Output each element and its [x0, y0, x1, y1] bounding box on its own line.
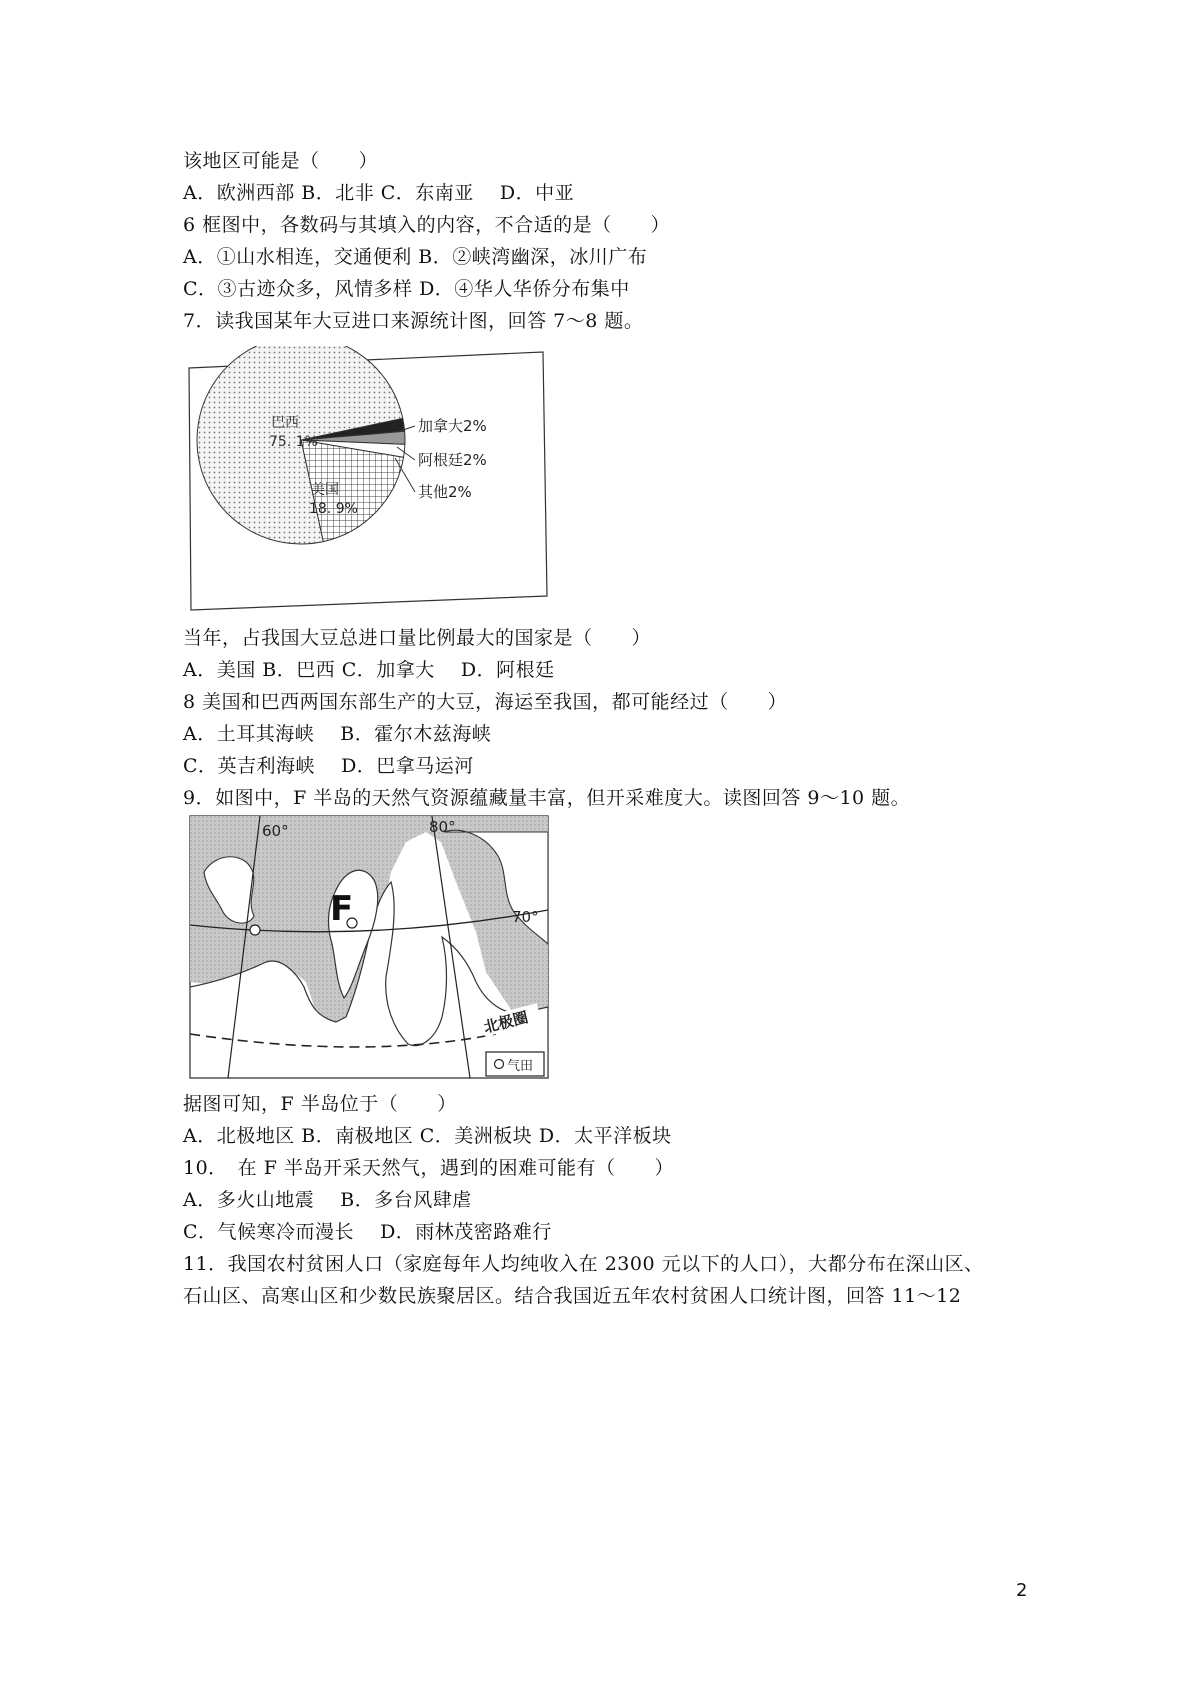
- svg-text:北极圈: 北极圈: [481, 1008, 530, 1037]
- text-line: 当年，占我国大豆总进口量比例最大的国家是（ ）: [183, 627, 652, 649]
- text-line: C．英吉利海峡 D．巴拿马运河: [183, 755, 474, 777]
- gas-field-marker: [250, 925, 260, 935]
- text-line: A．土耳其海峡 B．霍尔木兹海峡: [183, 723, 492, 745]
- slice-value-usa: 18. 9%: [309, 501, 358, 517]
- text-line: C．③古迹众多，风情多样 D．④华人华侨分布集中: [183, 278, 630, 300]
- text-line: 7．读我国某年大豆进口来源统计图，回答 7～8 题。: [183, 310, 644, 332]
- soybean-import-pie-chart: [183, 346, 553, 616]
- text-line: A．美国 B．巴西 C．加拿大 D．阿根廷: [183, 659, 555, 681]
- text-line: 11．我国农村贫困人口（家庭每年人均纯收入在 2300 元以下的人口），大都分布在深山区、: [183, 1253, 984, 1275]
- text-line: 9．如图中，F 半岛的天然气资源蕴藏量丰富，但开采难度大。读图回答 9～10 题。: [183, 787, 911, 809]
- map-legend: [486, 1052, 544, 1076]
- longitude-label-80: 80°: [429, 818, 456, 836]
- text-line: 6 框图中，各数码与其填入的内容，不合适的是（ ）: [183, 214, 671, 236]
- page-number: 2: [1016, 1580, 1028, 1601]
- text-line: 据图可知，F 半岛位于（ ）: [183, 1093, 457, 1115]
- longitude-label-60: 60°: [262, 822, 289, 840]
- slice-callout-argentina: 阿根廷2%: [418, 451, 487, 469]
- latitude-label-70: 70°: [512, 908, 539, 926]
- text-line: 该地区可能是（ ）: [183, 150, 379, 172]
- gas-field-legend-icon: [495, 1060, 504, 1069]
- slice-callout-canada: 加拿大2%: [418, 417, 487, 435]
- text-line: 8 美国和巴西两国东部生产的大豆，海运至我国，都可能经过（ ）: [183, 691, 788, 713]
- text-line: 10． 在 F 半岛开采天然气，遇到的困难可能有（ ）: [183, 1157, 674, 1179]
- slice-callout-other: 其他2%: [418, 483, 472, 501]
- text-line: A．多火山地震 B．多台风肆虐: [183, 1189, 472, 1211]
- slice-label-brazil: 巴西: [271, 415, 299, 431]
- text-line: A．欧洲西部 B．北非 C．东南亚 D．中亚: [183, 182, 575, 204]
- legend-label: 气田: [507, 1059, 534, 1074]
- text-line: 石山区、高寒山区和少数民族聚居区。结合我国近五年农村贫困人口统计图，回答 11～12: [183, 1285, 962, 1307]
- slice-value-brazil: 75. 1%: [269, 434, 318, 450]
- f-peninsula-map: [186, 812, 556, 1084]
- slice-label-usa: 美国: [311, 482, 339, 498]
- text-line: C．气候寒冷而漫长 D．雨林茂密路难行: [183, 1221, 552, 1243]
- text-line: A．①山水相连，交通便利 B．②峡湾幽深，冰川广布: [183, 246, 648, 268]
- peninsula-label-f: F: [330, 889, 354, 929]
- text-line: A．北极地区 B．南极地区 C．美洲板块 D．太平洋板块: [183, 1125, 672, 1147]
